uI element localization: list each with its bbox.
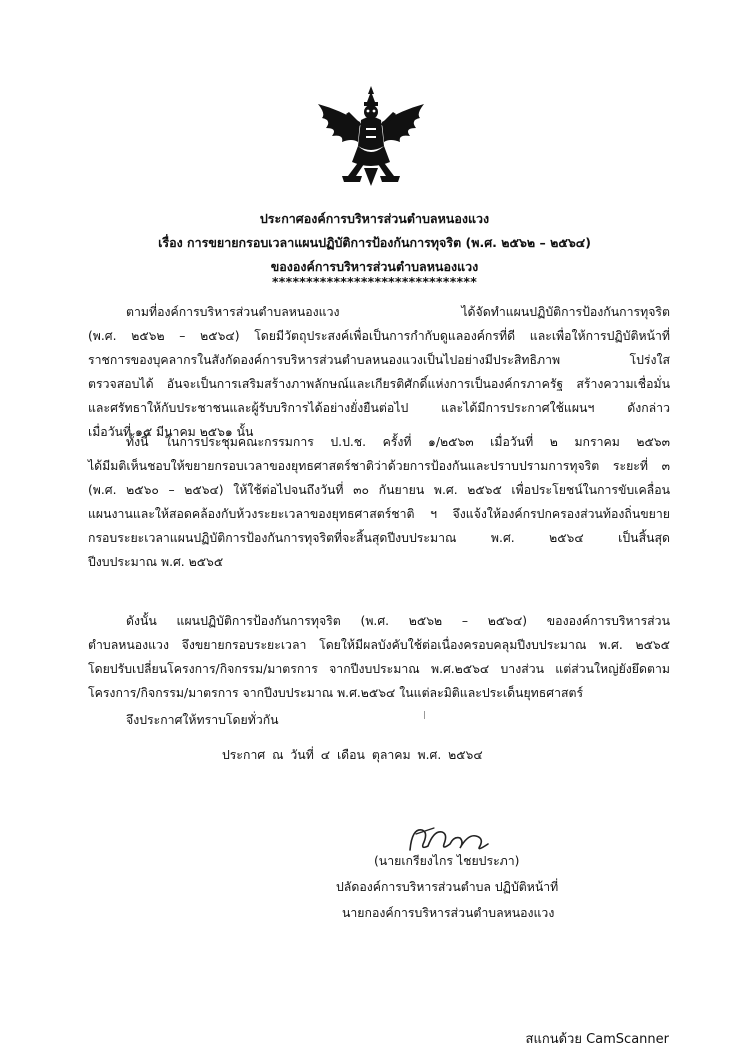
paragraph-line: โดยปรับเปลี่ยนโครงการ/กิจกรรม/มาตรการ จากปีงบประมาณ พ.ศ.๒๕๖๔ บางส่วน แต่ส่วนใหญ่ยังยึดตาม — [88, 662, 670, 676]
paragraph-3 — [88, 609, 670, 705]
garuda-emblem — [312, 84, 430, 188]
paragraph-line: ทั้งนี้ ในการประชุมคณะกรรมการ ป.ป.ช. ครั้งที่ ๑/๒๕๖๓ เมื่อวันที่ ๒ มกราคม ๒๕๖๓ — [126, 435, 670, 449]
separator-stars: ****************************** — [271, 274, 478, 289]
scan-mark — [424, 711, 425, 719]
signatory-name: (นายเกรียงไกร ไชยประภา) — [374, 854, 520, 868]
paragraph-line: ราชการของบุคลากรในสังกัดองค์การบริหารส่วนตำบลหนองแวงเป็นไปอย่างมีประสิทธิภาพ โปร่งใส — [88, 353, 670, 367]
closing-statement: จึงประกาศให้ทราบโดยทั่วกัน — [126, 713, 279, 727]
handwritten-signature — [404, 820, 496, 856]
paragraph-line: เมื่อวันที่ ๑๕ มีนาคม ๒๕๖๑ นั้น — [88, 425, 254, 439]
camscanner-watermark: สแกนด้วย CamScanner — [525, 1032, 669, 1047]
paragraph-1 — [88, 300, 670, 444]
paragraph-line: ได้มีมติเห็นชอบให้ขยายกรอบเวลาของยุทธศาสตร์ชาติว่าด้วยการป้องกันและปราบปรามการทุจริต ระยะที่ ๓ — [88, 459, 670, 473]
paragraph-2 — [88, 430, 670, 574]
paragraph-line: ตามที่องค์การบริหารส่วนตำบลหนองแวง ได้จัดทำแผนปฏิบัติการป้องกันการทุจริต — [126, 305, 670, 319]
paragraph-line: แผนงานและให้สอดคล้องกับห้วงระยะเวลาของยุทธศาสตร์ชาติ ฯ จึงแจ้งให้องค์กรปกครองส่วนท้องถิ่นขยาย — [88, 507, 670, 521]
paragraph-line: และศรัทธาให้กับประชาชนและผู้รับบริการได้อย่างยั่งยืนต่อไป และได้มีการประกาศใช้แผนฯ ดังกล่าว — [88, 401, 670, 415]
paragraph-line: กรอบระยะเวลาแผนปฏิบัติการป้องกันการทุจริตที่จะสิ้นสุดปีงบประมาณ พ.ศ. ๒๕๖๔ เป็นสิ้นสุด — [88, 531, 670, 545]
paragraph-line: (พ.ศ. ๒๕๖๐ – ๒๕๖๔) ให้ใช้ต่อไปจนถึงวันที่ ๓๐ กันยายน พ.ศ. ๒๕๖๕ เพื่อประโยชน์ในการขับเคลื่อน — [88, 483, 670, 497]
announcement-date: ประกาศ ณ วันที่ ๔ เดือน ตุลาคม พ.ศ. ๒๕๖๔ — [222, 748, 483, 762]
announcement-title: ประกาศองค์การบริหารส่วนตำบลหนองแวง — [259, 211, 490, 226]
signatory-position: ปลัดองค์การบริหารส่วนตำบล ปฏิบัติหน้าที่ — [336, 880, 559, 894]
paragraph-line: ปีงบประมาณ พ.ศ. ๒๕๖๕ — [88, 555, 224, 569]
signatory-position-acting: นายกองค์การบริหารส่วนตำบลหนองแวง — [342, 906, 555, 920]
paragraph-line: ตำบลหนองแวง จึงขยายกรอบระยะเวลา โดยให้มีผลบังคับใช้ต่อเนื่องครอบคลุมปีงบประมาณ พ.ศ. ๒๕๖๕ — [88, 638, 670, 652]
announcement-subject: เรื่อง การขยายกรอบเวลาแผนปฏิบัติการป้องกันการทุจริต (พ.ศ. ๒๕๖๒ – ๒๕๖๔) — [158, 235, 591, 250]
paragraph-line: (พ.ศ. ๒๕๖๒ – ๒๕๖๔) โดยมีวัตถุประสงค์เพื่อเป็นการกำกับดูแลองค์กรที่ดี และเพื่อให้การปฏิบัติหน้าที่ — [88, 329, 670, 343]
announcement-organization: ขององค์การบริหารส่วนตำบลหนองแวง — [270, 259, 479, 274]
paragraph-line: ตรวจสอบได้ อันจะเป็นการเสริมสร้างภาพลักษณ์และเกียรติศักดิ์แห่งการเป็นองค์กรภาครัฐ สร้างความเชื่อมั่น — [88, 377, 670, 391]
paragraph-line: ดังนั้น แผนปฏิบัติการป้องกันการทุจริต (พ.ศ. ๒๕๖๒ – ๒๕๖๔) ขององค์การบริหารส่วน — [126, 614, 670, 628]
paragraph-line: โครงการ/กิจกรรม/มาตรการ จากปีงบประมาณ พ.ศ.๒๕๖๔ ในแต่ละมิติและประเด็นยุทธศาสตร์ — [88, 686, 584, 700]
